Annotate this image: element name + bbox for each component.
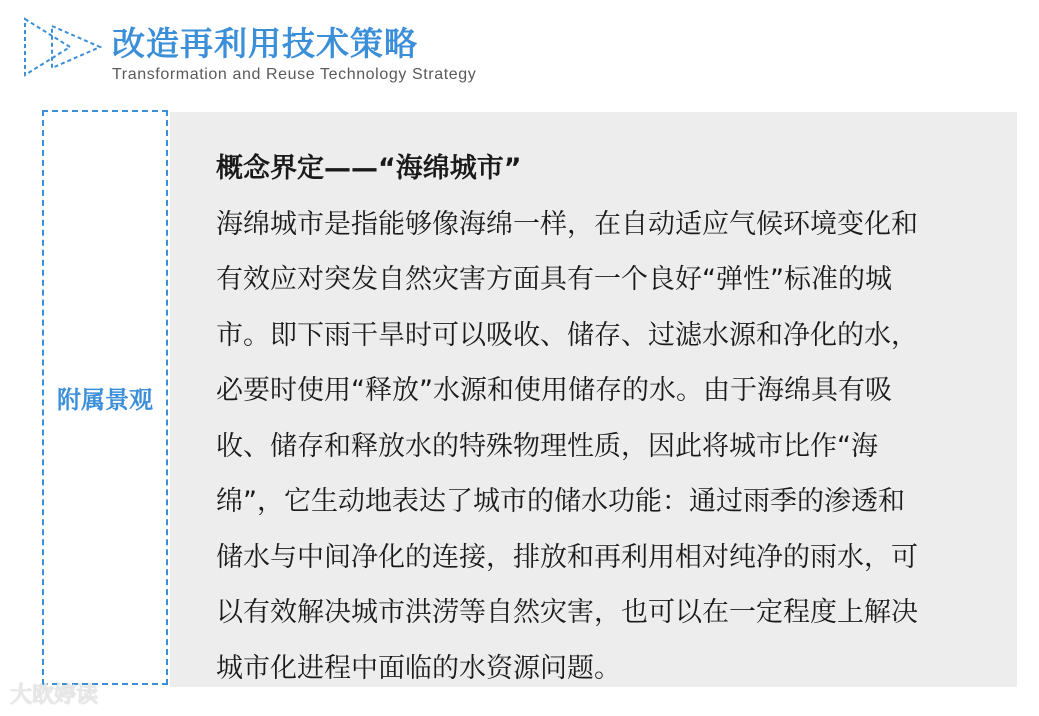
content-body xyxy=(216,141,986,696)
paragraph-line: 城市化进程中面临的水资源问题。 xyxy=(216,652,621,684)
paragraph-line: 市。即下雨干旱时可以吸收、储存、过滤水源和净化的水， xyxy=(216,319,918,351)
paragraph-line: 有效应对突发自然灾害方面具有一个良好“弹性”标准的城 xyxy=(216,264,892,295)
paragraph-line: 收、储存和释放水的特殊物理性质，因此将城市比作“海 xyxy=(216,430,878,462)
paragraph-line: 储水与中间净化的连接，排放和再利用相对纯净的雨水，可 xyxy=(216,541,918,573)
paragraph-line: 海绵城市是指能够像海绵一样，在自动适应气候环境变化和 xyxy=(216,208,918,240)
double-triangle-arrow-icon xyxy=(22,16,104,78)
page-subtitle: Transformation and Reuse Technology Strategy xyxy=(112,66,477,83)
page-title: 改造再利用技术策略 xyxy=(112,24,418,63)
content-heading: 概念界定——“海绵城市” xyxy=(216,153,522,184)
paragraph-line: 绵”，它生动地表达了城市的储水功能：通过雨季的渗透和 xyxy=(216,486,905,517)
paragraph-line: 必要时使用“释放”水源和使用储存的水。由于海绵具有吸 xyxy=(216,375,892,406)
paragraph-line: 以有效解决城市洪涝等自然灾害，也可以在一定程度上解决 xyxy=(216,597,918,628)
sidebar-label: 附属景观 xyxy=(57,386,153,414)
watermark: 大欧婷读 xyxy=(10,683,99,708)
sidebar-label-box xyxy=(42,110,168,685)
